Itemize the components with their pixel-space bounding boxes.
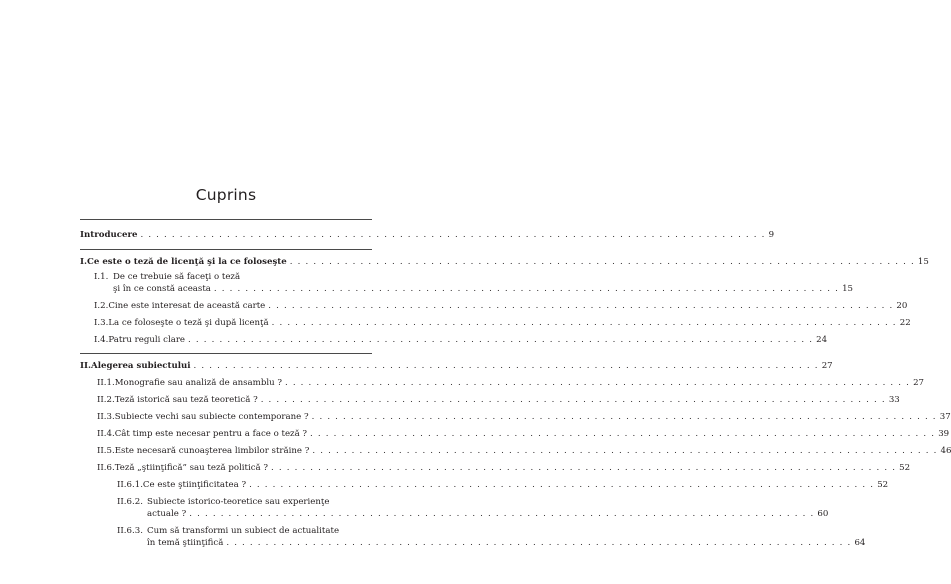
- toc-entry-section-2-5[interactable]: [97, 445, 951, 457]
- toc-entry-title: Patru reguli clare: [108, 335, 186, 345]
- toc-entry-title: Este necesară cunoaşterea limbilor străine ?: [114, 446, 310, 456]
- toc-entry-number: II.6.: [97, 463, 115, 473]
- toc-entry-title: şi în ce constă aceasta: [113, 284, 211, 294]
- toc-entry-section-1-1-continued[interactable]: [113, 283, 853, 295]
- toc-page-number: 24: [816, 335, 828, 345]
- toc-leader-dots: [261, 394, 886, 406]
- toc-leader-dots: [140, 229, 765, 241]
- toc-leader-dots: [268, 300, 893, 312]
- toc-entry-section-2-6-2[interactable]: [117, 496, 372, 508]
- toc-entry-title: actuale ?: [147, 509, 187, 519]
- toc-leader-dots: [226, 537, 851, 549]
- toc-entry-number: I.4.: [94, 335, 109, 345]
- page-title: Cuprins: [195, 186, 257, 205]
- toc-entry-section-2-6-2-continued[interactable]: [147, 508, 829, 520]
- toc-leader-dots: [312, 445, 937, 457]
- toc-leader-dots: [285, 377, 910, 389]
- toc-entry-title: Ce este o teză de licenţă şi la ce foloseşte: [87, 257, 287, 267]
- toc-page-number: 22: [899, 318, 911, 328]
- toc-leader-dots: [290, 256, 915, 268]
- toc-entry-title: Alegerea subiectului: [91, 361, 191, 371]
- toc-leader-dots: [249, 479, 874, 491]
- toc-entry-number: II.3.: [97, 412, 115, 422]
- toc-leader-dots: [214, 283, 839, 295]
- toc-entry-introducere[interactable]: [80, 229, 775, 241]
- toc-leader-dots: [272, 317, 897, 329]
- toc-entry-number: II.1.: [97, 378, 115, 388]
- toc-entry-number: II.2.: [97, 395, 115, 405]
- toc-entry-title: Subiecte vechi sau subiecte contemporane ?: [114, 412, 309, 422]
- toc-entry-title: Cum să transformi un subiect de actualitate: [147, 526, 340, 536]
- toc-entry-title: La ce foloseşte o teză şi după licenţă: [108, 318, 269, 328]
- toc-entry-number: I.3.: [94, 318, 109, 328]
- toc-entry-section-1-1[interactable]: [94, 271, 372, 283]
- toc-page-number: 39: [938, 429, 950, 439]
- toc-page-number: 9: [768, 230, 775, 240]
- toc-entry-title: Cine este interesat de această carte: [108, 301, 266, 311]
- toc-entry-title: Teză „ştiinţifică” sau teză politică ?: [114, 463, 268, 473]
- toc-entry-number: I.2.: [94, 301, 109, 311]
- toc-entry-title: în temă ştiinţifică: [147, 538, 224, 548]
- toc-entry-section-2-6[interactable]: [97, 462, 911, 474]
- toc-entry-chapter-1[interactable]: [80, 256, 929, 268]
- toc-entry-number: II.5.: [97, 446, 115, 456]
- toc-leader-dots: [194, 360, 819, 372]
- toc-entry-number: I.1.: [94, 272, 109, 282]
- toc-entry-section-1-4[interactable]: [94, 334, 828, 346]
- toc-page-number: 64: [854, 538, 866, 548]
- toc-entry-section-2-4[interactable]: [97, 428, 950, 440]
- toc-page-number: 37: [939, 412, 951, 422]
- toc-page-number: 27: [913, 378, 925, 388]
- toc-entry-title: Monografie sau analiză de ansamblu ?: [114, 378, 282, 388]
- toc-page-number: 27: [821, 361, 833, 371]
- toc-leader-dots: [310, 428, 935, 440]
- toc-page-number: 20: [896, 301, 908, 311]
- toc-entry-section-1-3[interactable]: [94, 317, 911, 329]
- toc-page-number: 15: [917, 257, 929, 267]
- section-divider: [80, 249, 372, 250]
- toc-page-number: 52: [899, 463, 911, 473]
- toc-leader-dots: [312, 411, 937, 423]
- toc-leader-dots: [189, 508, 814, 520]
- toc-entry-title: Teză istorică sau teză teoretică ?: [114, 395, 258, 405]
- toc-entry-number: I.: [80, 257, 88, 267]
- toc-entry-title: Introducere: [80, 230, 138, 240]
- toc-entry-title: Subiecte istorico-teoretice sau experienţe: [147, 497, 330, 507]
- title-divider: [80, 219, 372, 220]
- toc-entry-section-2-2[interactable]: [97, 394, 900, 406]
- toc-entry-title: Cât timp este necesar pentru a face o teză ?: [114, 429, 308, 439]
- toc-entry-section-1-2[interactable]: [94, 300, 908, 312]
- toc-page-number: 60: [817, 509, 829, 519]
- toc-entry-section-2-3[interactable]: [97, 411, 951, 423]
- toc-entry-title: De ce trebuie să faceţi o teză: [113, 272, 241, 282]
- toc-entry-number: II.6.3.: [117, 526, 143, 536]
- toc-entry-section-2-6-3-continued[interactable]: [147, 537, 866, 549]
- toc-entry-number: II.6.1.: [117, 480, 143, 490]
- toc-leader-dots: [188, 334, 813, 346]
- toc-entry-section-2-6-3[interactable]: [117, 525, 372, 537]
- toc-entry-number: II.4.: [97, 429, 115, 439]
- toc-entry-section-2-1[interactable]: [97, 377, 925, 389]
- toc-page-number: 52: [877, 480, 889, 490]
- toc-page-number: 46: [940, 446, 951, 456]
- toc-entry-section-2-6-1[interactable]: [117, 479, 889, 491]
- toc-leader-dots: [271, 462, 896, 474]
- toc-entry-chapter-2[interactable]: [80, 360, 833, 372]
- toc-page-number: 33: [888, 395, 900, 405]
- toc-entry-number: II.6.2.: [117, 497, 143, 507]
- toc-page-number: 15: [842, 284, 853, 294]
- toc-entry-number: II.: [80, 361, 92, 371]
- toc-entry-title: Ce este ştiinţificitatea ?: [142, 480, 247, 490]
- section-divider: [80, 353, 372, 354]
